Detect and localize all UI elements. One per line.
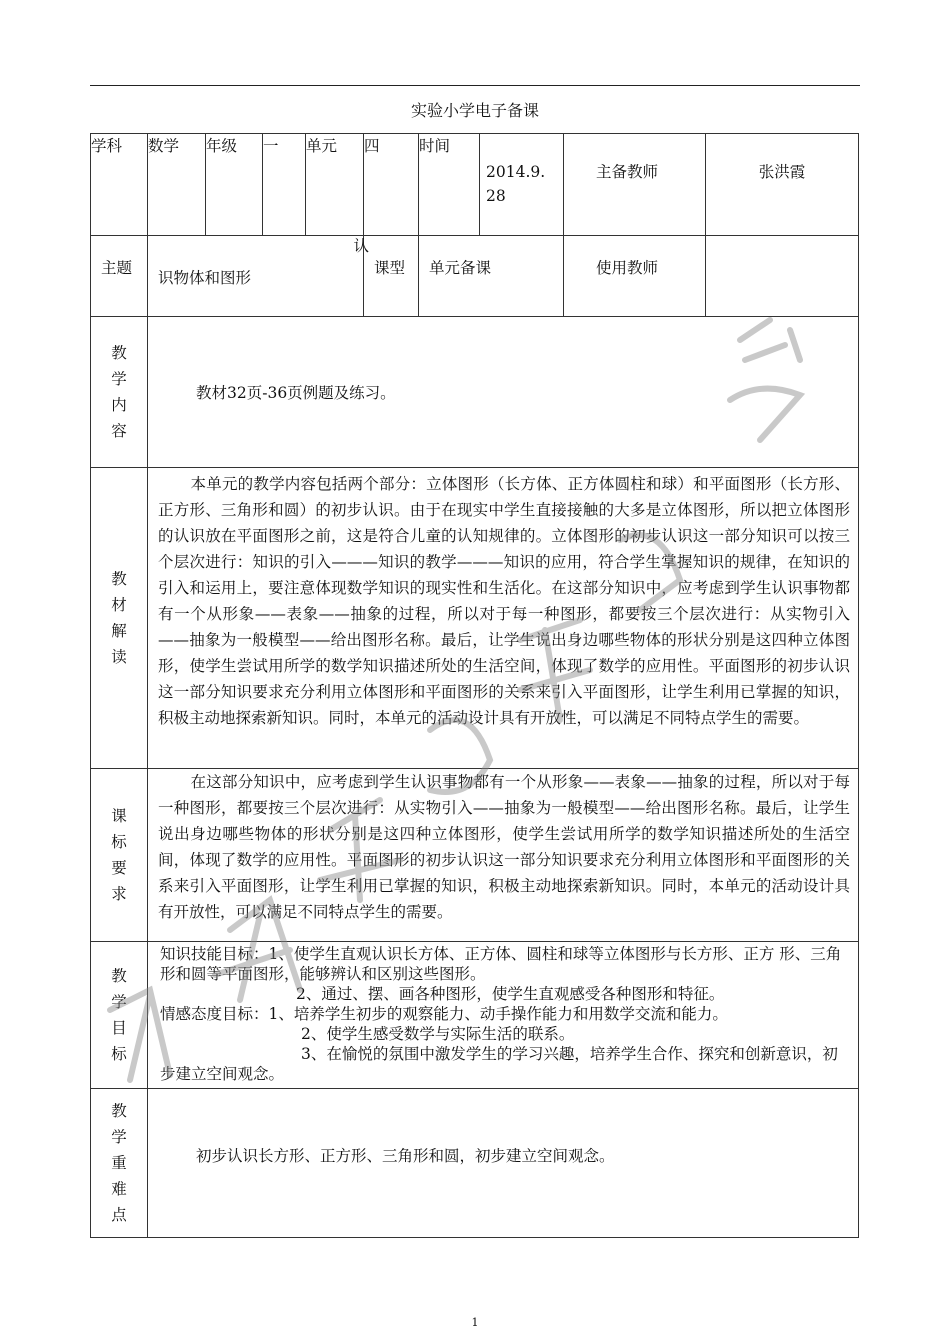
grade-value: 一 (263, 134, 306, 236)
lead-teacher-label: 主备教师 (564, 134, 706, 236)
analysis-label (91, 468, 148, 769)
user-teacher-label: 使用教师 (564, 236, 706, 317)
content-label-char: 容 (111, 422, 127, 440)
unit-value: 四 (364, 134, 419, 236)
unit-label: 单元 (306, 134, 364, 236)
key-points-label-char: 教 (111, 1102, 127, 1120)
document-title: 实验小学电子备课 (410, 101, 539, 120)
key-points-label-char: 点 (111, 1206, 127, 1224)
analysis-text-cell (148, 468, 859, 769)
goals-label (91, 942, 148, 1089)
key-points-label-char: 重 (111, 1154, 127, 1172)
analysis-label-char: 读 (111, 648, 127, 666)
key-points-row (91, 1089, 859, 1238)
goals-label-char: 学 (111, 993, 127, 1011)
time-label: 时间 (419, 134, 480, 236)
standards-label-char: 课 (111, 807, 127, 825)
lesson-plan-table (90, 133, 859, 1238)
theme-row (91, 236, 859, 317)
goals-line: 情感态度目标：1、培养学生初步的观察能力、动手操作能力和用数学交流和能力。 (160, 1005, 728, 1023)
theme-value: 识物体和图形 (158, 269, 252, 287)
analysis-label-char: 解 (111, 622, 127, 640)
goals-text-cell (148, 942, 859, 1089)
class-type-value: 单元备课 (419, 236, 564, 317)
top-rule (90, 85, 860, 86)
key-points-label (91, 1089, 148, 1238)
goals-label-char: 目 (111, 1019, 127, 1037)
key-points-text: 初步认识长方形、正方形、三角形和圆，初步建立空间观念。 (196, 1147, 615, 1165)
goals-text (148, 942, 858, 1084)
analysis-row (91, 468, 859, 769)
content-label-char: 教 (111, 344, 127, 362)
standards-text-cell (148, 769, 859, 942)
content-label-char: 学 (111, 370, 127, 388)
goals-line: 知识技能目标：1、使学生直观认识长方体、正方体、圆柱和球等立体图形与长方形、正方 形、三角形和圆等平面图形，能够辨认和区别这些图形。 (160, 945, 842, 983)
key-points-text-cell (148, 1089, 859, 1238)
page-number: 1 (471, 1316, 479, 1329)
key-points-label-char: 难 (111, 1180, 127, 1198)
goals-line: 2、使学生感受数学与实际生活的联系。 (301, 1025, 575, 1043)
analysis-text: 本单元的教学内容包括两个部分：立体图形（长方体、正方体圆柱和球）和平面图形（长方形、正方形、三角形和圆）的初步认识。由于在现实中学生直接接触的大多是立体图形，所以把立体图形的认识放在平面图形之前，这是符合儿童的认知规律的。立体图形的初步认识这一部分知识可以按三个层次进行：知识的引入———知识的教学———知识的应用，符合学生掌握知识的规律，在知识的引入和运用上，要注意体现数学知识的现实性和生活化。在这部分知识中，应考虑到学生认识事物都有一个从形象——表象——抽象的过程，所以对于每一种图形，都要按三个层次进行：从实物引入——抽象为一般模型——给出图形名称。最后，让学生说出身边哪些物体的形状分别是这四种立体图形，使学生尝试用所学的数学知识描述所处的生活空间，体现了数学的应用性。平面图形的初步认识这一部分知识要求充分利用立体图形和平面图形的关系来引入平面图形，让学生利用已掌握的知识，积极主动地探索新知识。同时，本单元的活动设计具有开放性，可以满足不同特点学生的需要。 (158, 475, 850, 727)
standards-label (91, 769, 148, 942)
time-value-line2: 28 (486, 187, 506, 205)
analysis-label-char: 教 (111, 570, 127, 588)
content-label-char: 内 (111, 396, 127, 414)
content-label (91, 317, 148, 468)
goals-label-char: 标 (111, 1045, 127, 1063)
standards-row (91, 769, 859, 942)
lead-teacher-value: 张洪霞 (706, 134, 859, 236)
grade-label: 年级 (206, 134, 263, 236)
standards-label-char: 求 (111, 885, 127, 903)
key-points-label-char: 学 (111, 1128, 127, 1146)
analysis-label-char: 材 (111, 596, 127, 614)
standards-text: 在这部分知识中，应考虑到学生认识事物都有一个从形象——表象——抽象的过程，所以对于每一种图形，都要按三个层次进行：从实物引入——抽象为一般模型——给出图形名称。最后，让学生说出身边哪些物体的形状分别是这四种立体图形，使学生尝试用所学的数学知识描述所处的生活空间，体现了数学的应用性。平面图形的初步认识这一部分知识要求充分利用立体图形和平面图形的关系来引入平面图形，让学生利用已掌握的知识，积极主动地探索新知识。同时，本单元的活动设计具有开放性，可以满足不同特点学生的需要。 (158, 773, 850, 921)
header-row (91, 134, 859, 236)
goals-line: 3、在愉悦的氛围中激发学生的学习兴趣，培养学生合作、探究和创新意识，初步建立空间观念。 (160, 1045, 838, 1083)
goals-line: 2、通过、摆、画各种图形，使学生直观感受各种图形和特征。 (296, 985, 725, 1003)
time-value-cell (480, 134, 564, 236)
theme-value-top: 认 (353, 237, 369, 255)
user-teacher-value (706, 236, 859, 317)
standards-label-char: 标 (111, 833, 127, 851)
content-text: 教材32页-36页例题及练习。 (196, 384, 396, 402)
subject-value: 数学 (148, 134, 206, 236)
content-text-cell (148, 317, 859, 468)
theme-label: 主题 (91, 236, 148, 317)
goals-label-char: 教 (111, 967, 127, 985)
content-row (91, 317, 859, 468)
goals-row (91, 942, 859, 1089)
time-value-line1: 2014.9. (486, 163, 546, 181)
standards-label-char: 要 (111, 859, 127, 877)
theme-value-cell (148, 236, 369, 317)
class-type-label: 课型 (364, 236, 419, 317)
subject-label: 学科 (91, 134, 148, 236)
